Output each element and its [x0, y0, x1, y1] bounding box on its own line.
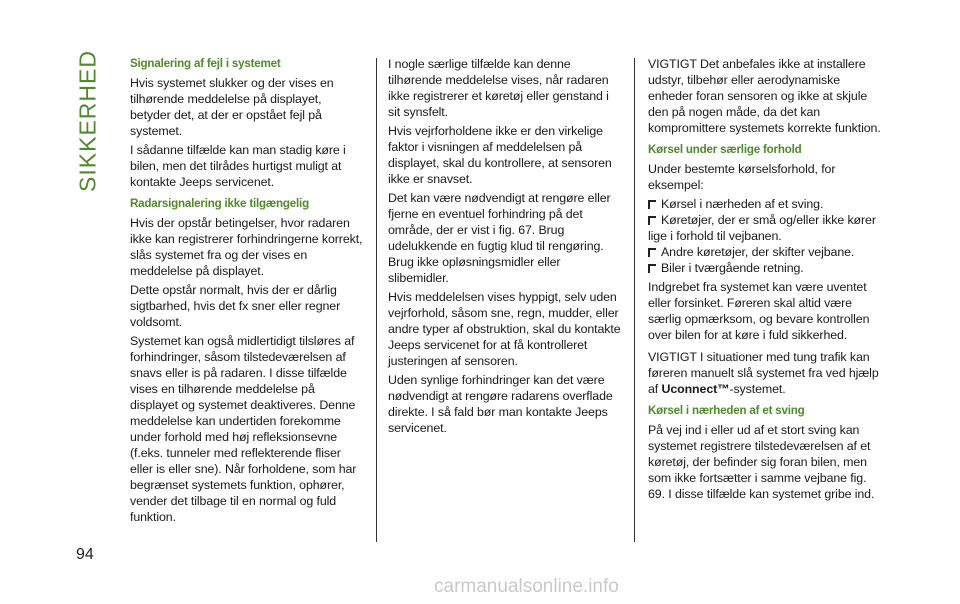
list-item: [648, 260, 884, 276]
paragraph: Uden synlige forhindringer kan det være nødvendigt at rengøre radarens overflade direkte. I så fald bør man kontakte Jeeps servicenet.: [388, 373, 613, 435]
paragraph-text: VIGTIGT I situationer med tung trafik kan føreren manuelt slå systemet fra ved hjælp af: [648, 350, 879, 396]
bullet-icon: [648, 200, 656, 209]
bullet-icon: [648, 216, 656, 225]
text-column-1: [130, 56, 364, 528]
paragraph: Under bestemte kørselsforhold, for eksempel:: [648, 162, 836, 192]
section-tab: [68, 50, 108, 192]
list-item-text: Biler i tværgående retning.: [661, 261, 804, 275]
paragraph: I nogle særlige tilfælde kan denne tilhørende meddelelse vises, når radaren ikke registrerer et køretøj eller genstand i sit synsfelt.: [388, 57, 609, 119]
paragraph: Hvis der opstår betingelser, hvor radaren ikke kan registrerer forhindringerne korrekt, slås systemet fra og der vises en meddelelse på displayet.: [130, 216, 363, 278]
brand-name: Uconnect™: [661, 382, 730, 396]
paragraph: Dette opstår normalt, hvis der er dårlig sigtbarhed, hvis det fx sner eller regner voldsomt.: [130, 283, 341, 329]
paragraph: Systemet kan også midlertidigt tilsløres af forhindringer, såsom tilstedeværelsen af snavs eller is på radaren. I disse tilfælde vises en tilhørende meddelelse på displayet og systemet deaktiveres. Denne meddelelse kan undertiden forekomme under forhold med høj refleksionsevne (f.eks. tunneler med reflekterende fliser eller is eller sne). Når forholdene, som har begrænset systemets funktion, ophører, vender det tilbage til en normal og fuld funktion.: [130, 334, 357, 524]
paragraph: I sådanne tilfælde kan man stadig køre i bilen, men det tilrådes hurtigst muligt at kontakte Jeeps servicenet.: [130, 143, 346, 189]
paragraph: Hvis systemet slukker og der vises en tilhørende meddelelse på displayet, betyder det, at der er opstået fejl på systemet.: [130, 76, 334, 138]
paragraph: Hvis vejrforholdene ikke er den virkelige faktor i visningen af meddelelsen på displayet, skal du kontrollere, at sensoren ikke er snavset.: [388, 124, 612, 186]
paragraph: Det kan være nødvendigt at rengøre eller fjerne en eventuel forhindring på det område, der er vist i fig. 67. Brug udelukkende en fugtig klud til rengøring. Brug ikke opløsningsmidler eller slibemidler.: [388, 191, 611, 285]
list-item: [648, 196, 884, 212]
column-divider: [376, 58, 377, 542]
paragraph-text: -systemet.: [729, 382, 786, 396]
list-item-text: Køretøjer, der er små og/eller ikke kører lige i forhold til vejbanen.: [648, 213, 876, 243]
paragraph: [648, 349, 884, 397]
section-heading: Signalering af fejl i systemet: [130, 57, 281, 70]
list-item-text: Kørsel i nærheden af et sving.: [661, 197, 824, 211]
paragraph: På vej ind i eller ud af et stort sving kan systemet registrere tilstedeværelsen af et køretøj, der befinder sig foran bilen, men som ikke fortsætter i samme vejbane fig. 69. I disse tilfælde kan systemet gribe ind.: [648, 423, 875, 501]
paragraph: Indgrebet fra systemet kan være uventet eller forsinket. Føreren skal altid være særlig opmærksom, og bevare kontrollen over bilen for at køre i fuld sikkerhed.: [648, 280, 870, 342]
watermark: carmanualsonline.info: [434, 576, 619, 597]
bullet-icon: [648, 264, 656, 273]
paragraph: VIGTIGT Det anbefales ikke at installere udstyr, tilbehør eller aerodynamiske enheder foran sensoren og ikke at skjule den på nogen måde, da det kan kompromittere systemets korrekte funktion.: [648, 57, 881, 135]
section-heading: Kørsel i nærheden af et sving: [648, 404, 805, 417]
list-item-text: Andre køretøjer, der skifter vejbane.: [661, 245, 855, 259]
text-column-3: [648, 56, 884, 505]
list-item: [648, 244, 884, 260]
column-divider: [634, 58, 635, 542]
list-item: [648, 212, 884, 244]
section-heading: Radarsignalering ikke tilgængelig: [130, 197, 309, 210]
bullet-icon: [648, 248, 656, 257]
text-column-2: [388, 56, 624, 439]
section-heading: Kørsel under særlige forhold: [648, 143, 802, 156]
paragraph: Hvis meddelelsen vises hyppigt, selv uden vejrforhold, såsom sne, regn, mudder, eller andre typer af obstruktion, skal du kontakte Jeeps servicenet for at få kontrolleret justeringen af sensoren.: [388, 290, 621, 368]
section-title: SIKKERHED: [74, 50, 101, 192]
page-number: 94: [76, 546, 94, 563]
